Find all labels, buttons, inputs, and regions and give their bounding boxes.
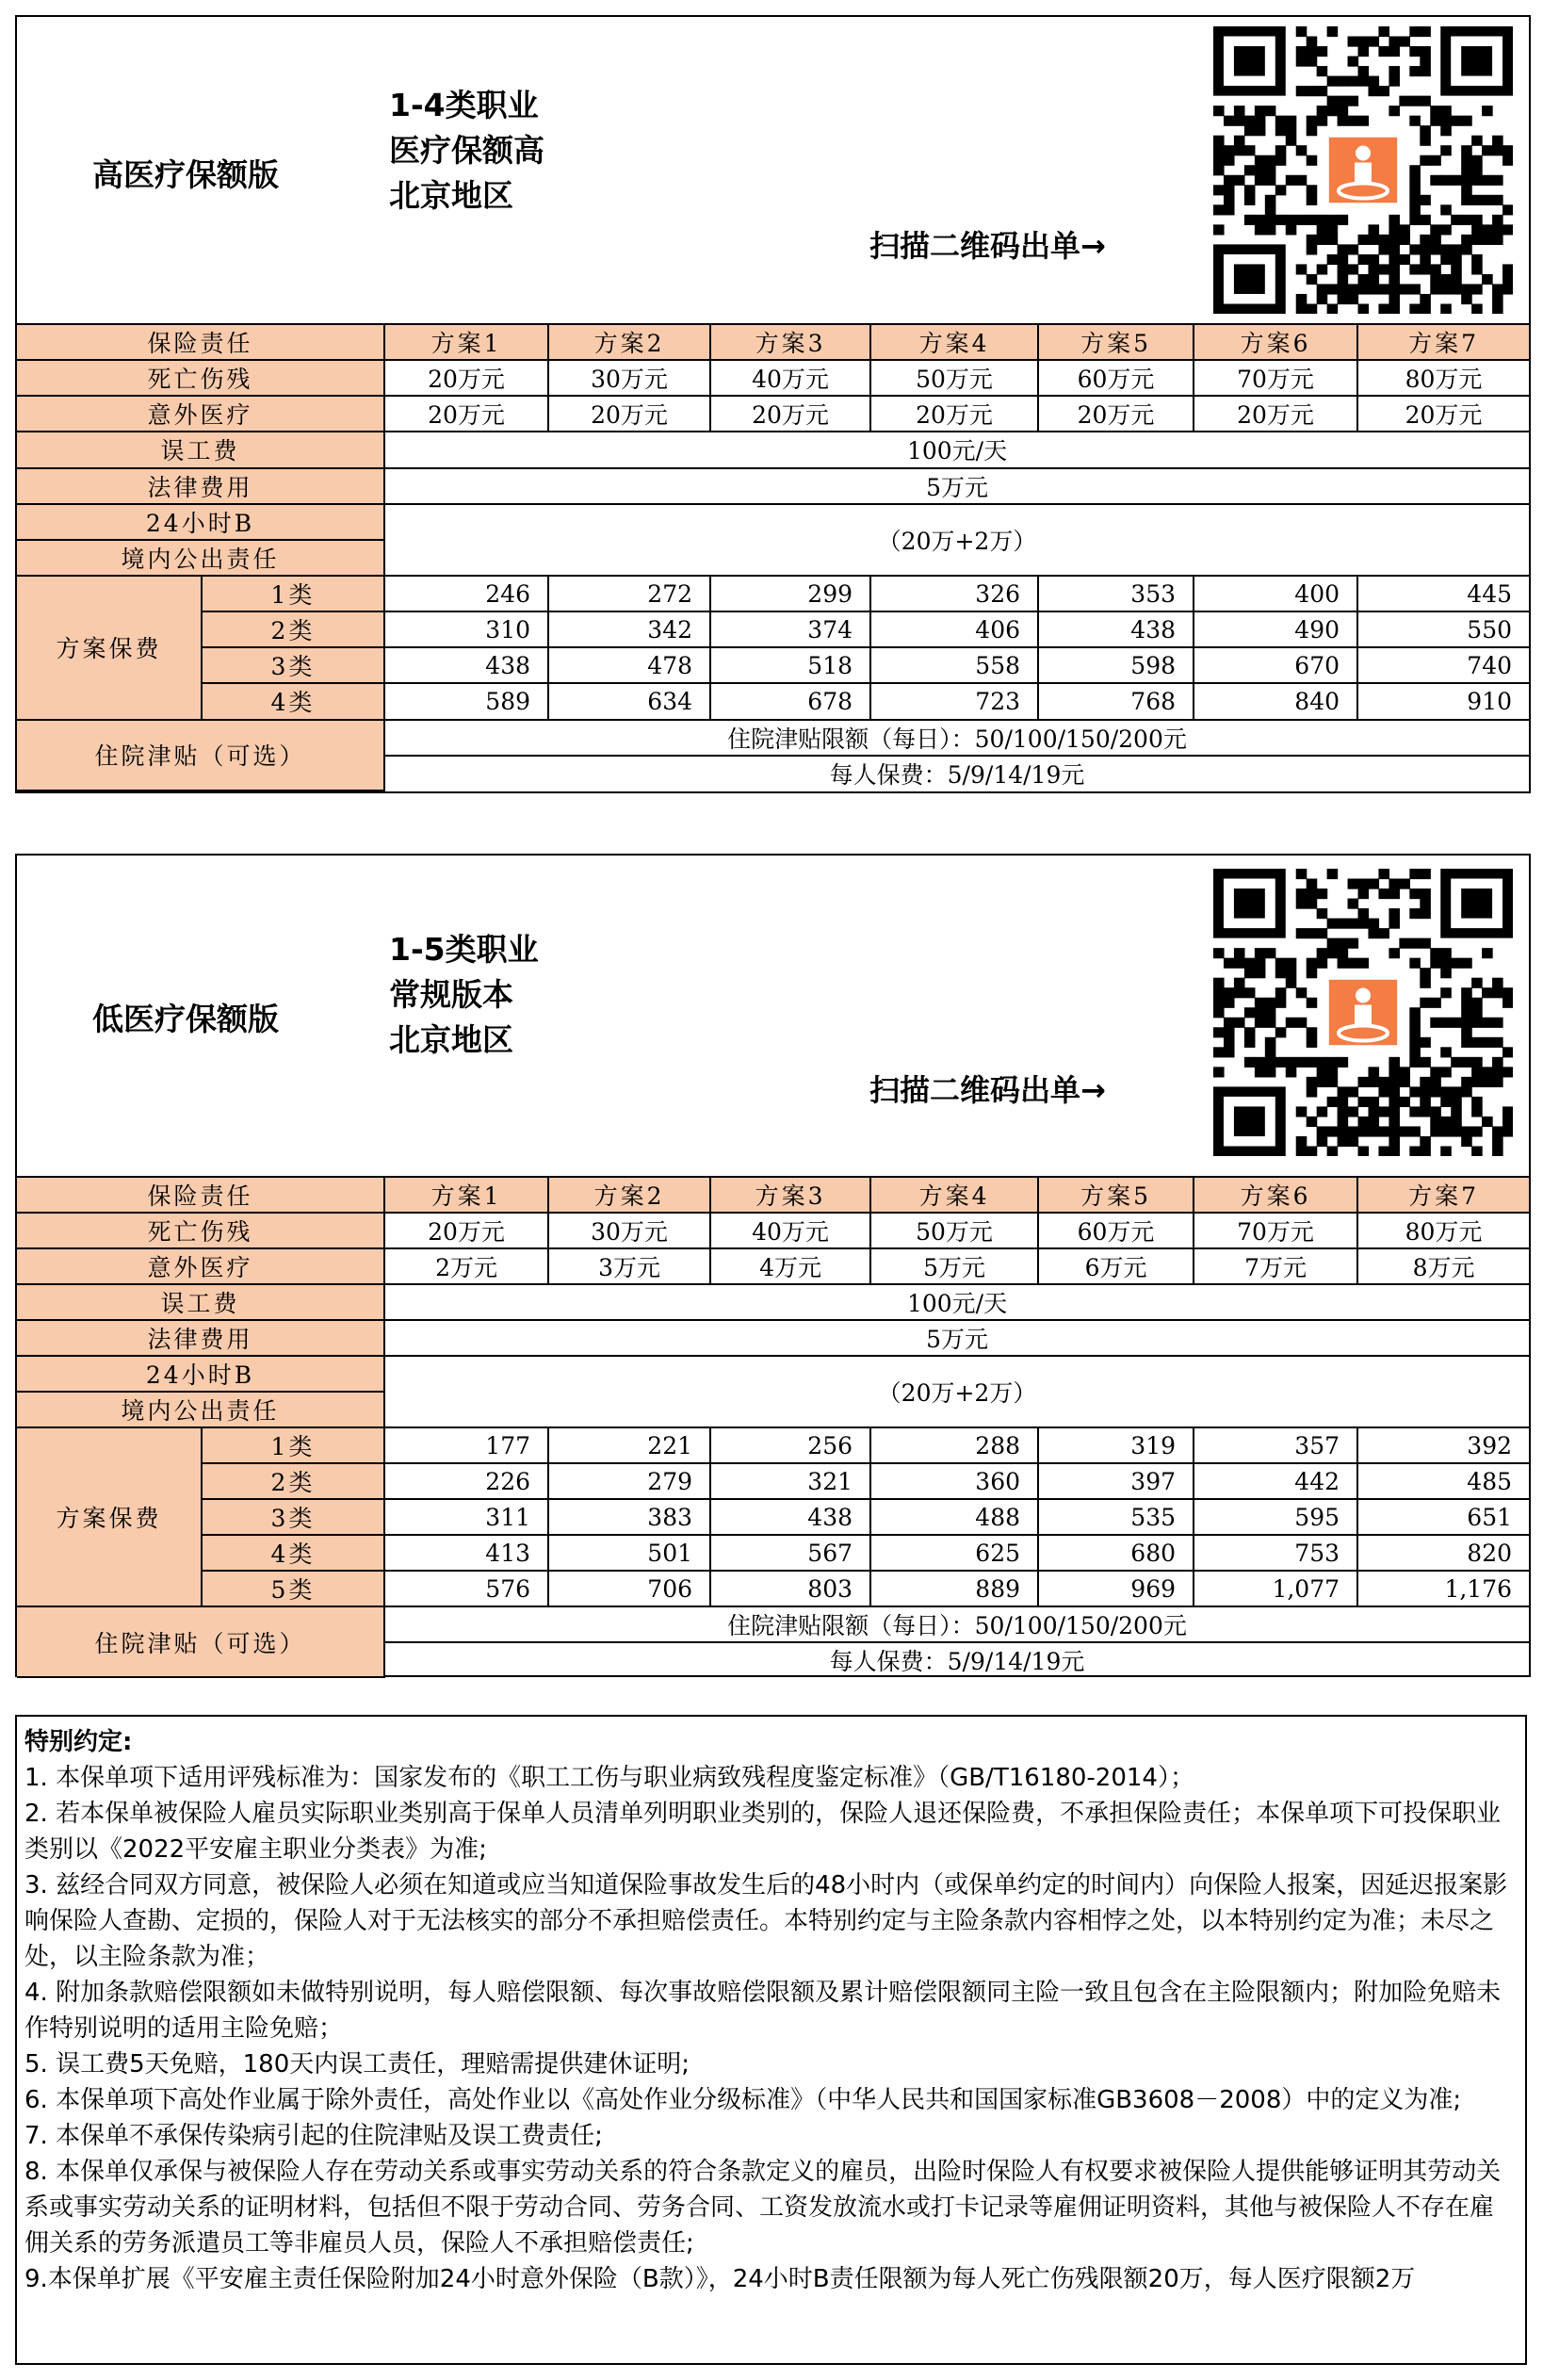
- cell: 20万元: [384, 1213, 548, 1248]
- cell: 598: [1038, 647, 1194, 683]
- plan-table: [17, 325, 1529, 791]
- cell: 319: [1038, 1427, 1194, 1463]
- class-label: 1类: [202, 1427, 384, 1463]
- cell: 889: [870, 1571, 1038, 1606]
- cell: 753: [1194, 1535, 1357, 1571]
- header-cell: 方案3: [710, 1178, 870, 1213]
- cell: 490: [1194, 611, 1357, 647]
- row-label: 法律费用: [17, 1320, 384, 1356]
- scan-instruction: 扫描二维码出单→: [869, 1072, 1106, 1108]
- cell: 803: [710, 1571, 870, 1606]
- term-item: 5. 误工费5天免赔，180天内误工责任，理赔需提供建休证明;: [24, 2050, 690, 2078]
- row-label: 24小时B: [17, 504, 384, 540]
- class-label: 4类: [202, 1535, 384, 1571]
- cell: 80万元: [1357, 1213, 1529, 1248]
- header-cell: 方案2: [548, 325, 710, 360]
- cell: 634: [548, 683, 710, 719]
- cell: 406: [870, 611, 1038, 647]
- condition-occupation: 1-4类职业: [389, 87, 539, 123]
- cell: 80万元: [1357, 360, 1529, 396]
- cell: 820: [1357, 1535, 1529, 1571]
- cell: 518: [710, 647, 870, 683]
- cell: 70万元: [1194, 1213, 1357, 1248]
- condition-medical: 医疗保额高: [389, 132, 544, 169]
- cell: 20万元: [710, 396, 870, 432]
- cell: 501: [548, 1535, 710, 1571]
- cell: 50万元: [870, 1213, 1038, 1248]
- premium-row: [17, 576, 1529, 611]
- term-item: 1. 本保单项下适用评残标准为：国家发布的《职工工伤与职业病致残程度鉴定标准》（GB/T16180-2014）；: [24, 1764, 1194, 1792]
- class-label: 3类: [202, 647, 384, 683]
- version-title: 高医疗保额版: [92, 156, 279, 193]
- cell: 299: [710, 576, 870, 611]
- cell: 678: [710, 683, 870, 719]
- cell: 311: [384, 1499, 548, 1535]
- plan-header: [17, 856, 1529, 1178]
- row-label: 误工费: [17, 1284, 384, 1320]
- scan-instruction: 扫描二维码出单→: [869, 228, 1106, 264]
- cell: 535: [1038, 1499, 1194, 1535]
- cell: 每人保费：5/9/14/19元: [384, 756, 1529, 791]
- cell: 589: [384, 683, 548, 719]
- header-cell: 方案5: [1038, 1178, 1194, 1213]
- cell: 595: [1194, 1499, 1357, 1535]
- cell: 670: [1194, 647, 1357, 683]
- cell: 20万元: [548, 396, 710, 432]
- cell: 272: [548, 576, 710, 611]
- class-label: 5类: [202, 1571, 384, 1606]
- plan-conditions: [389, 927, 539, 1063]
- cell: 400: [1194, 576, 1357, 611]
- cell: 30万元: [548, 360, 710, 396]
- term-item: 7. 本保单不承保传染病引起的住院津贴及误工费责任;: [24, 2122, 603, 2150]
- death-row: [17, 1213, 1529, 1248]
- row-label: 住院津贴（可选）: [17, 720, 384, 791]
- header-cell: 方案1: [384, 1178, 548, 1213]
- class-label: 2类: [202, 611, 384, 647]
- cell: 20万元: [1357, 396, 1529, 432]
- term-item: 3. 兹经合同双方同意，被保险人必须在知道或应当知道保险事故发生后的48小时内（或保单约定的时间内）向保险人报案，因延迟报案影响保险人查勘、定损的，保险人对于无法核实的部分不承担赔偿责任。本特别约定与主险条款内容相悖之处，以本特别约定为准；未尽之处，以主险条款为准；: [24, 1871, 1508, 1971]
- cell: 每人保费：5/9/14/19元: [384, 1642, 1529, 1677]
- b24-row: [17, 504, 1529, 540]
- cell: 8万元: [1357, 1248, 1529, 1284]
- cell: 478: [548, 647, 710, 683]
- cell: 279: [548, 1463, 710, 1499]
- cell: 360: [870, 1463, 1038, 1499]
- death-row: [17, 360, 1529, 396]
- cell: 20万元: [384, 396, 548, 432]
- lost-wages-row: [17, 1284, 1529, 1320]
- cell: 485: [1357, 1463, 1529, 1499]
- cell: 706: [548, 1571, 710, 1606]
- plan-conditions: [389, 83, 544, 219]
- qr-code-icon[interactable]: [1213, 869, 1513, 1156]
- cell: 7万元: [1194, 1248, 1357, 1284]
- cell: 288: [870, 1427, 1038, 1463]
- cell: 100元/天: [384, 432, 1529, 467]
- cell: 60万元: [1038, 1213, 1194, 1248]
- premium-row: [17, 611, 1529, 647]
- row-label: 住院津贴（可选）: [17, 1606, 384, 1677]
- term-item: 6. 本保单项下高处作业属于除外责任，高处作业以《高处作业分级标准》（中华人民共和国国家标准GB3608－2008）中的定义为准;: [24, 2086, 1462, 2114]
- cell: 550: [1357, 611, 1529, 647]
- cell: 256: [710, 1427, 870, 1463]
- cell: 342: [548, 611, 710, 647]
- premium-label: 方案保费: [17, 576, 202, 720]
- cell: 70万元: [1194, 360, 1357, 396]
- header-cell: 方案2: [548, 1178, 710, 1213]
- premium-row: [17, 1427, 1529, 1463]
- cell: 5万元: [384, 468, 1529, 504]
- cell: 177: [384, 1427, 548, 1463]
- cell: 558: [870, 647, 1038, 683]
- cell: 840: [1194, 683, 1357, 719]
- cell: 326: [870, 576, 1038, 611]
- b24-row: [17, 1356, 1529, 1392]
- lost-wages-row: [17, 432, 1529, 467]
- cell: 50万元: [870, 360, 1038, 396]
- cell: 100元/天: [384, 1284, 1529, 1320]
- cell: 740: [1357, 647, 1529, 683]
- cell: 374: [710, 611, 870, 647]
- plan-table: [17, 1178, 1529, 1678]
- header-cell: 方案7: [1357, 325, 1529, 360]
- cell: 910: [1357, 683, 1529, 719]
- cell: 488: [870, 1499, 1038, 1535]
- header-cell: 方案1: [384, 325, 548, 360]
- cell: 445: [1357, 576, 1529, 611]
- cell: 246: [384, 576, 548, 611]
- cell: 625: [870, 1535, 1038, 1571]
- header-cell: 保险责任: [17, 325, 384, 360]
- legal-row: [17, 468, 1529, 504]
- cell: 651: [1357, 1499, 1529, 1535]
- cell: 413: [384, 1535, 548, 1571]
- cell: 392: [1357, 1427, 1529, 1463]
- cell: 3万元: [548, 1248, 710, 1284]
- allowance-row: [17, 720, 1529, 756]
- plan-header: [17, 17, 1529, 325]
- row-label: 境内公出责任: [17, 540, 384, 576]
- medical-row: [17, 396, 1529, 432]
- cell: 6万元: [1038, 1248, 1194, 1284]
- cell: 4万元: [710, 1248, 870, 1284]
- cell: 30万元: [548, 1213, 710, 1248]
- cell: 310: [384, 611, 548, 647]
- allowance-row: [17, 1606, 1529, 1642]
- cell: 353: [1038, 576, 1194, 611]
- header-cell: 方案5: [1038, 325, 1194, 360]
- condition-occupation: 1-5类职业: [389, 931, 539, 968]
- header-cell: 方案6: [1194, 325, 1357, 360]
- version-title: 低医疗保额版: [92, 1001, 279, 1037]
- cell: 768: [1038, 683, 1194, 719]
- plan-card-high: [15, 15, 1531, 793]
- cell: 438: [710, 1499, 870, 1535]
- condition-region: 北京地区: [389, 1021, 513, 1058]
- cell: 20万元: [1038, 396, 1194, 432]
- class-label: 2类: [202, 1463, 384, 1499]
- term-item: 2. 若本保单被保险人雇员实际职业类别高于保单人员清单列明职业类别的，保险人退还保险费，不承担保险责任；本保单项下可投保职业类别以《2022平安雇主职业分类表》为准;: [24, 1800, 1502, 1864]
- cell: 397: [1038, 1463, 1194, 1499]
- plan-card-low: [15, 854, 1531, 1677]
- premium-label: 方案保费: [17, 1427, 202, 1606]
- qr-code-icon[interactable]: [1213, 26, 1513, 314]
- header-cell: 方案4: [870, 325, 1038, 360]
- cell: 383: [548, 1499, 710, 1535]
- cell: 20万元: [384, 360, 548, 396]
- row-label: 意外医疗: [17, 1248, 384, 1284]
- cell: 2万元: [384, 1248, 548, 1284]
- row-label: 24小时B: [17, 1356, 384, 1392]
- premium-row: [17, 1571, 1529, 1606]
- header-cell: 方案3: [710, 325, 870, 360]
- class-label: 3类: [202, 1499, 384, 1535]
- header-cell: 保险责任: [17, 1178, 384, 1213]
- premium-row: [17, 1499, 1529, 1535]
- cell: 221: [548, 1427, 710, 1463]
- term-item: 4. 附加条款赔偿限额如未做特别说明，每人赔偿限额、每次事故赔偿限额及累计赔偿限额同主险一致且包含在主险限额内；附加险免赔未作特别说明的适用主险免赔；: [24, 1979, 1502, 2043]
- premium-row: [17, 1463, 1529, 1499]
- term-item: 9.本保单扩展《平安雇主责任保险附加24小时意外保险（B款）》，24小时B责任限额为每人死亡伤残限额20万，每人医疗限额2万: [24, 2265, 1416, 2293]
- special-terms: [15, 1715, 1527, 2365]
- cell: 442: [1194, 1463, 1357, 1499]
- cell: 20万元: [870, 396, 1038, 432]
- cell: 5万元: [870, 1248, 1038, 1284]
- row-label: 境内公出责任: [17, 1392, 384, 1427]
- cell: 20万元: [1194, 396, 1357, 432]
- header-cell: 方案7: [1357, 1178, 1529, 1213]
- header-row: [17, 1178, 1529, 1213]
- cell: 438: [384, 647, 548, 683]
- row-label: 意外医疗: [17, 396, 384, 432]
- legal-row: [17, 1320, 1529, 1356]
- term-item: 8. 本保单仅承保与被保险人存在劳动关系或事实劳动关系的符合条款定义的雇员，出险时保险人有权要求被保险人提供能够证明其劳动关系或事实劳动关系的证明材料，包括但不限于劳动合同、劳务合同、工资发放流水或打卡记录等雇佣证明资料，其他与被保险人不存在雇佣关系的劳务派遣员工等非雇员人员，保险人不承担赔偿责任;: [24, 2158, 1502, 2258]
- cell: 357: [1194, 1427, 1357, 1463]
- cell: 321: [710, 1463, 870, 1499]
- cell: 969: [1038, 1571, 1194, 1606]
- cell: （20万+2万）: [384, 504, 1529, 576]
- class-label: 1类: [202, 576, 384, 611]
- cell: 住院津贴限额（每日）：50/100/150/200元: [384, 720, 1529, 756]
- header-cell: 方案6: [1194, 1178, 1357, 1213]
- cell: （20万+2万）: [384, 1356, 1529, 1427]
- cell: 5万元: [384, 1320, 1529, 1356]
- cell: 576: [384, 1571, 548, 1606]
- cell: 226: [384, 1463, 548, 1499]
- cell: 1,077: [1194, 1571, 1357, 1606]
- cell: 438: [1038, 611, 1194, 647]
- cell: 40万元: [710, 1213, 870, 1248]
- class-label: 4类: [202, 683, 384, 719]
- special-terms-title: 特别约定:: [24, 1728, 133, 1756]
- row-label: 死亡伤残: [17, 1213, 384, 1248]
- condition-medical: 常规版本: [389, 976, 513, 1013]
- header-cell: 方案4: [870, 1178, 1038, 1213]
- cell: 60万元: [1038, 360, 1194, 396]
- premium-row: [17, 683, 1529, 719]
- cell: 723: [870, 683, 1038, 719]
- cell: 1,176: [1357, 1571, 1529, 1606]
- row-label: 法律费用: [17, 468, 384, 504]
- premium-row: [17, 647, 1529, 683]
- cell: 40万元: [710, 360, 870, 396]
- condition-region: 北京地区: [389, 177, 513, 214]
- cell: 住院津贴限额（每日）：50/100/150/200元: [384, 1606, 1529, 1642]
- cell: 567: [710, 1535, 870, 1571]
- row-label: 死亡伤残: [17, 360, 384, 396]
- premium-row: [17, 1535, 1529, 1571]
- cell: 680: [1038, 1535, 1194, 1571]
- medical-row: [17, 1248, 1529, 1284]
- header-row: [17, 325, 1529, 360]
- row-label: 误工费: [17, 432, 384, 467]
